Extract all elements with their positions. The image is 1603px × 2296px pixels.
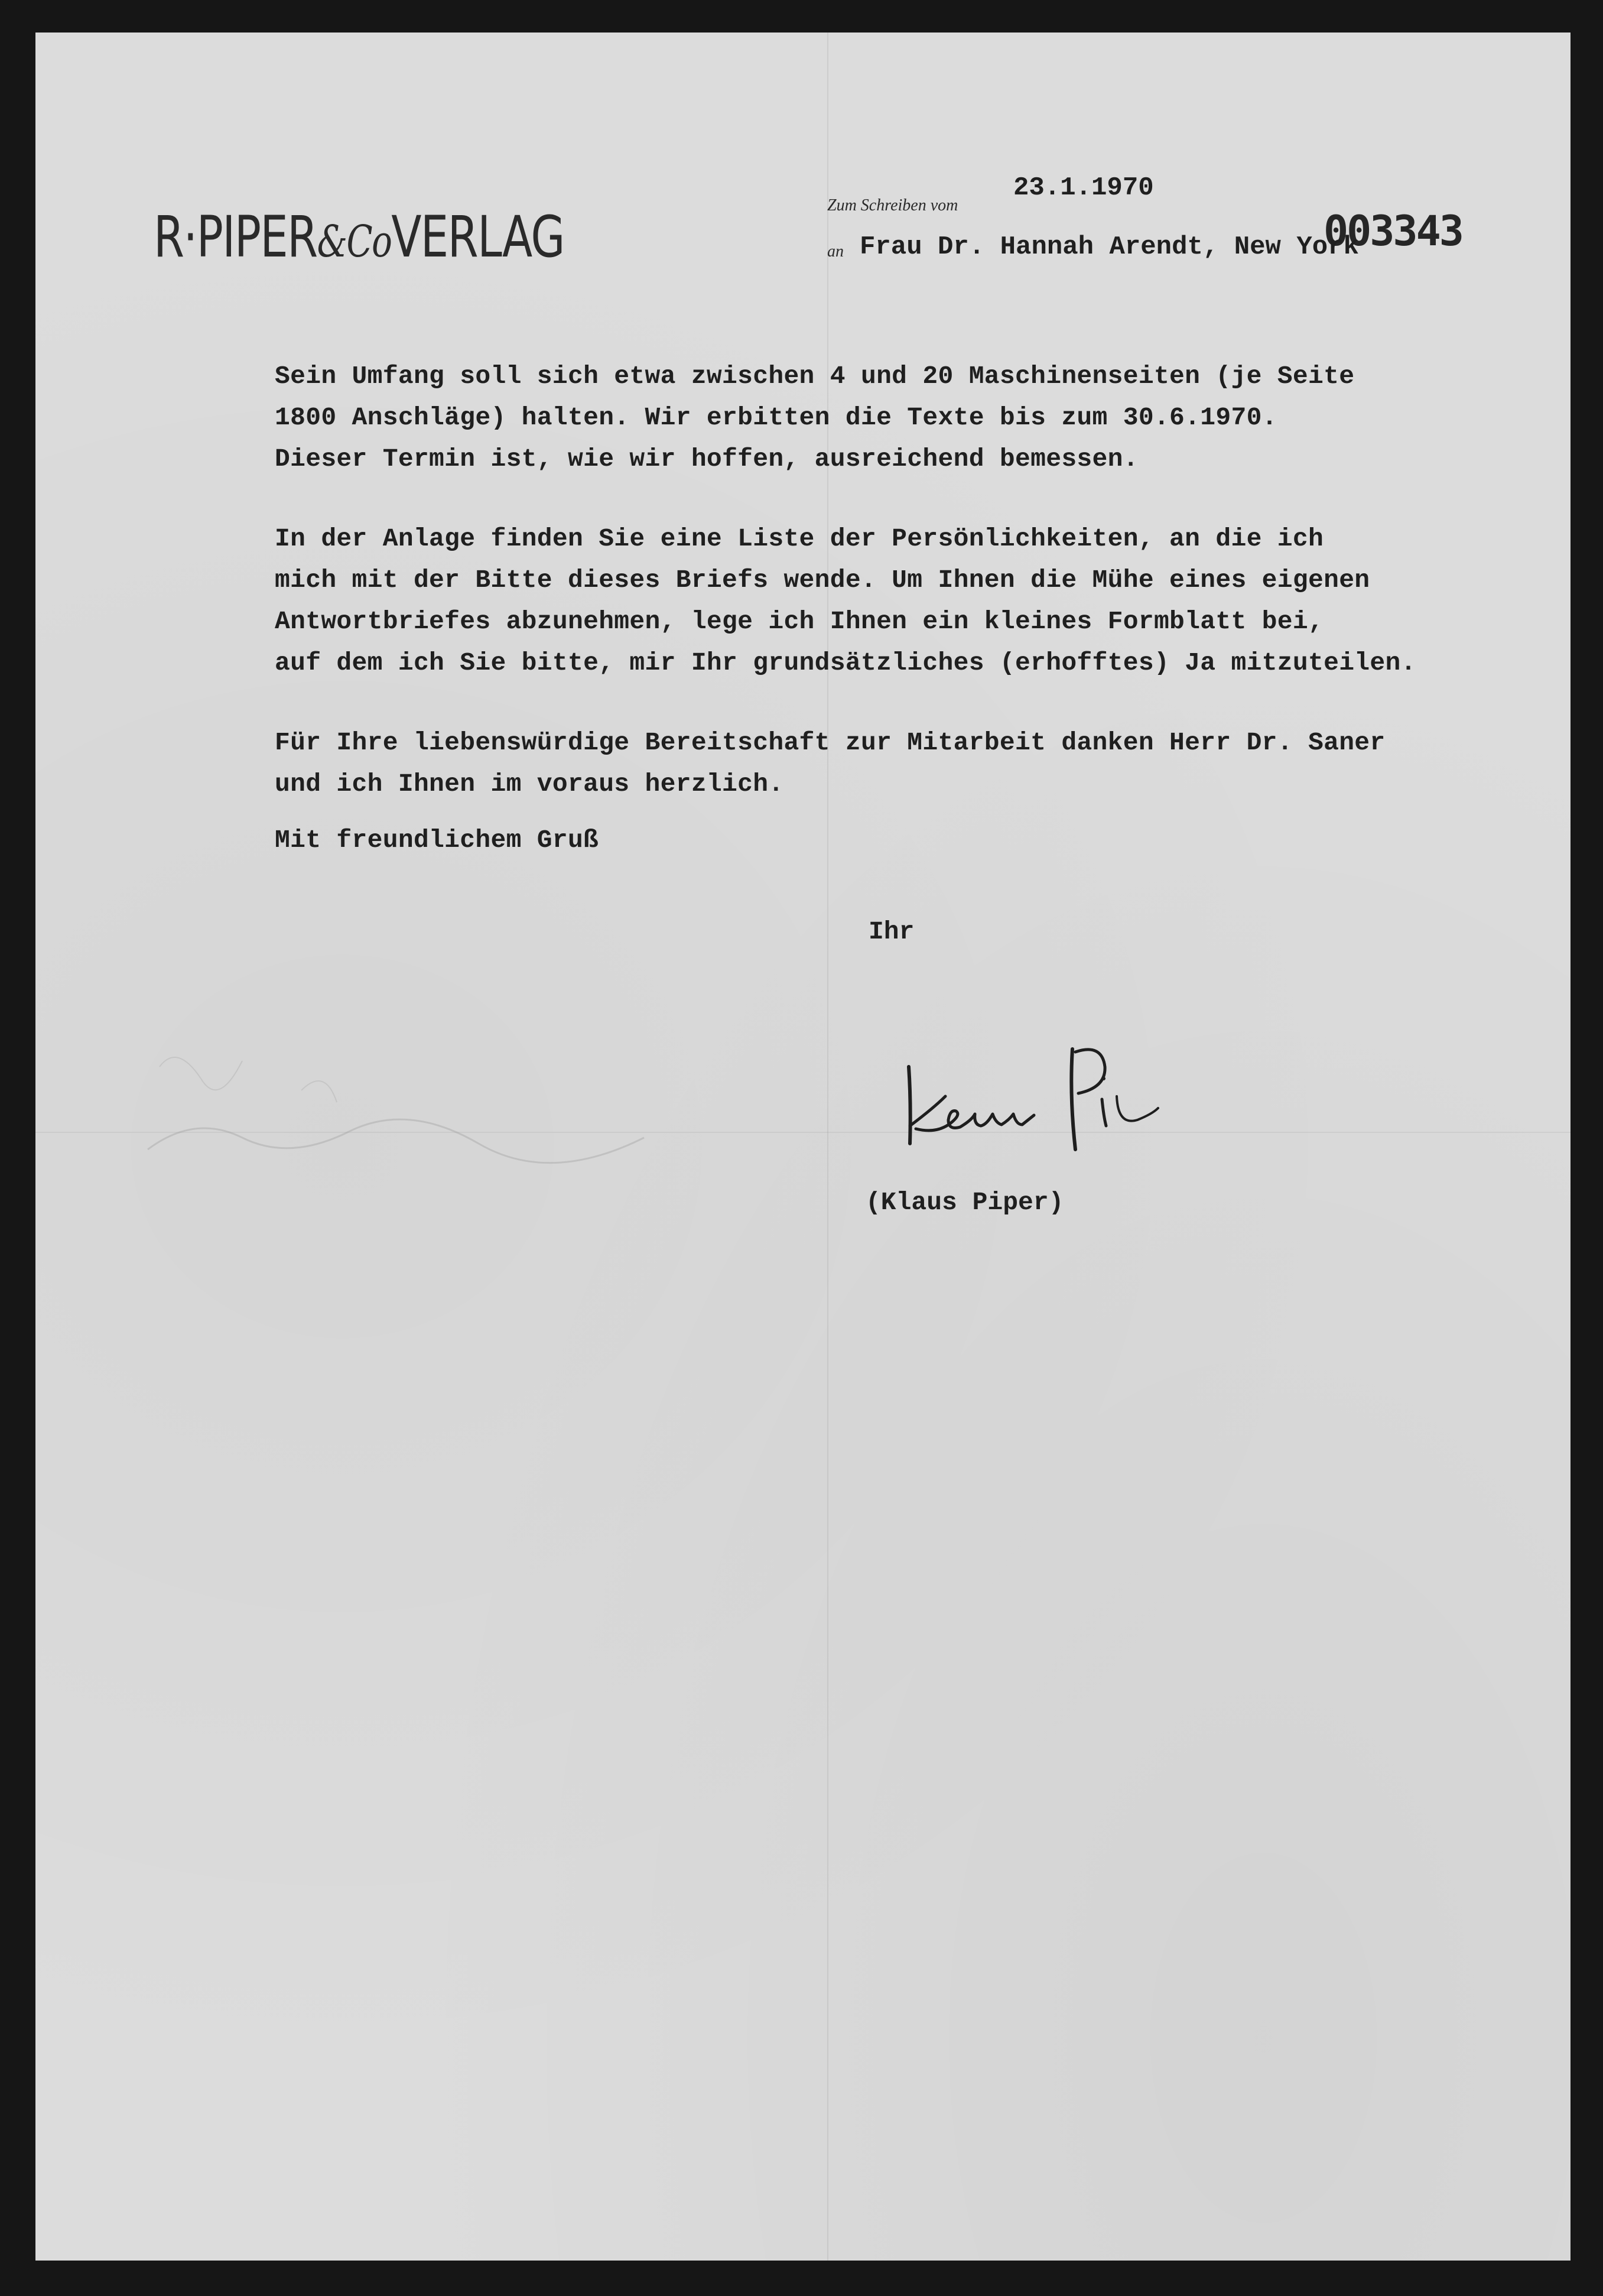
letter-page bbox=[35, 33, 1571, 2261]
logo-ampersand: &Co bbox=[317, 216, 392, 267]
body-line: auf dem ich Sie bitte, mir Ihr grundsätzliches (erhofftes) Ja mitzuteilen. bbox=[275, 648, 1416, 677]
body-line: Für Ihre liebenswürdige Bereitschaft zur Mitarbeit danken Herr Dr. Saner bbox=[275, 728, 1386, 757]
body-line: mich mit der Bitte dieses Briefs wende. Um Ihnen die Mühe eines eigenen bbox=[275, 566, 1370, 595]
date-value: 23.1.1970 bbox=[1013, 173, 1154, 203]
date-label: Zum Schreiben vom bbox=[827, 196, 958, 215]
logo-right: VERLAG bbox=[391, 204, 564, 270]
body-line: 1800 Anschläge) halten. Wir erbitten die Texte bis zum 30.6.1970. bbox=[275, 403, 1277, 432]
recipient-label: an bbox=[827, 242, 844, 261]
document-number-stamp: 003343 bbox=[1324, 207, 1462, 255]
salutation: Ihr bbox=[869, 917, 915, 946]
handwritten-signature bbox=[898, 1031, 1229, 1167]
body-line: Dieser Termin ist, wie wir hoffen, ausreichend bemessen. bbox=[275, 444, 1139, 473]
closing-greeting: Mit freundlichem Gruß bbox=[275, 826, 599, 855]
body-line: Antwortbriefes abzunehmen, lege ich Ihnen ein kleines Formblatt bei, bbox=[275, 607, 1324, 636]
body-line: und ich Ihnen im voraus herzlich. bbox=[275, 769, 784, 798]
logo-left: R·PIPER bbox=[154, 204, 317, 270]
bleed-through-marks bbox=[124, 996, 656, 1197]
body-line: Sein Umfang soll sich etwa zwischen 4 und 20 Maschinenseiten (je Seite bbox=[275, 362, 1355, 391]
recipient-value: Frau Dr. Hannah Arendt, New York bbox=[860, 232, 1359, 262]
body-line: In der Anlage finden Sie eine Liste der Persönlichkeiten, an die ich bbox=[275, 524, 1324, 553]
publisher-logo bbox=[154, 204, 564, 270]
typed-signature-name: (Klaus Piper) bbox=[866, 1188, 1064, 1217]
